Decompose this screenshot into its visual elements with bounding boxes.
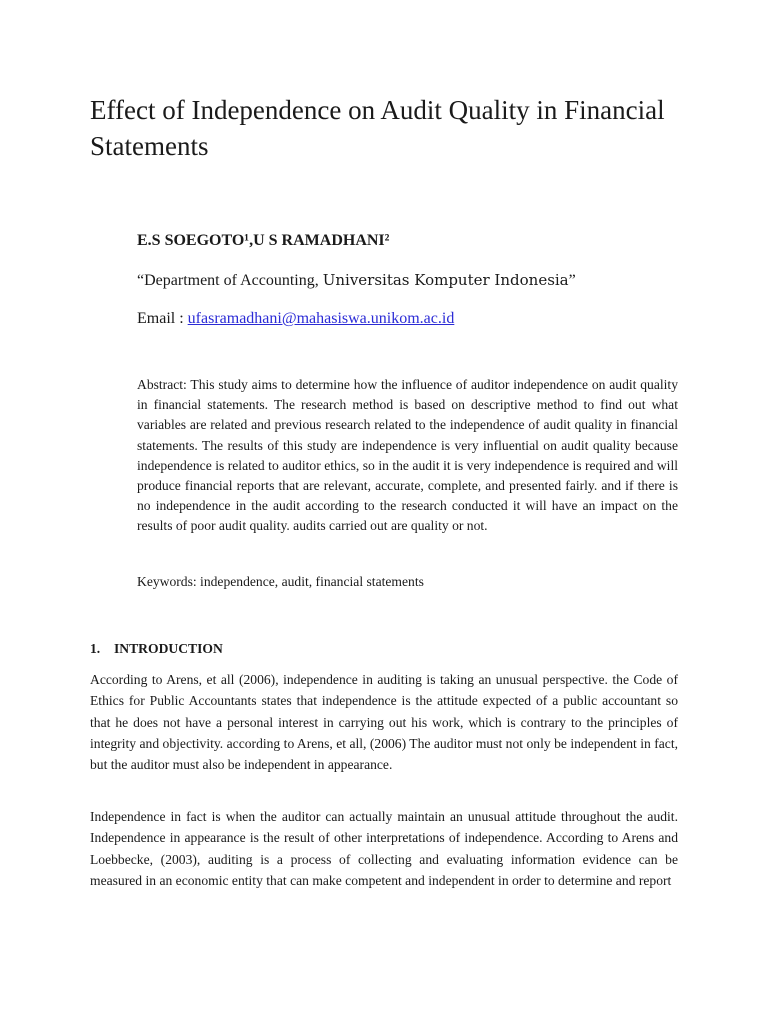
paper-title: Effect of Independence on Audit Quality in Financial Statements [90,95,665,161]
affiliation-suffix: ” [568,272,576,289]
introduction-paragraph-1: According to Arens, et all (2006), independence in auditing is taking an unusual perspective. the Code of Ethics for Public Accountants states that independence is the attitude expected of a public accountant so that he does not have a personal interest in carrying out his work, which is contrary to the principles of integrity and objectivity. according to Arens, et all, (2006) The auditor must not only be independent in fact, but the auditor must also be independent in appearance. [90,672,678,773]
section-heading-introduction [90,641,223,657]
section-title: INTRODUCTION [114,641,223,656]
email-line [137,310,454,328]
abstract: Abstract: This study aims to determine how the influence of auditor independence on audit quality in financial statements. The research method is based on descriptive method to find out what variables are related and previous research related to the independence of audit quality in financial statements. The results of this study are independence is very influential on audit quality because independence is related to auditor ethics, so in the audit it is very independence is required and will produce financial reports that are relevant, accurate, complete, and presented fairly. and if there is no independence in the audit according to the research conducted it will have an impact on the results of poor audit quality. audits carried out are quality or not. [137,377,678,534]
introduction-paragraph-2: Independence in fact is when the auditor can actually maintain an unusual attitude throughout the audit. Independence in appearance is the result of other interpretations of independence. According to Arens and Loebbecke, (2003), auditing is a process of collecting and evaluating information evidence can be measured in an economic entity that can make competent and independent in order to determine and report [90,809,678,888]
author-list: E.S SOEGOTO¹,U S RAMADHANI² [137,232,390,249]
email-label: Email : [137,310,188,327]
email-link[interactable]: ufasramadhani@mahasiswa.unikom.ac.id [187,310,455,327]
keywords: Keywords: independence, audit, financial statements [137,574,424,589]
affiliation [137,271,576,290]
affiliation-prefix: “Department of Accounting, [137,272,323,289]
university-name: Universitas Komputer Indonesia [322,271,569,289]
section-number: 1. [90,641,101,656]
